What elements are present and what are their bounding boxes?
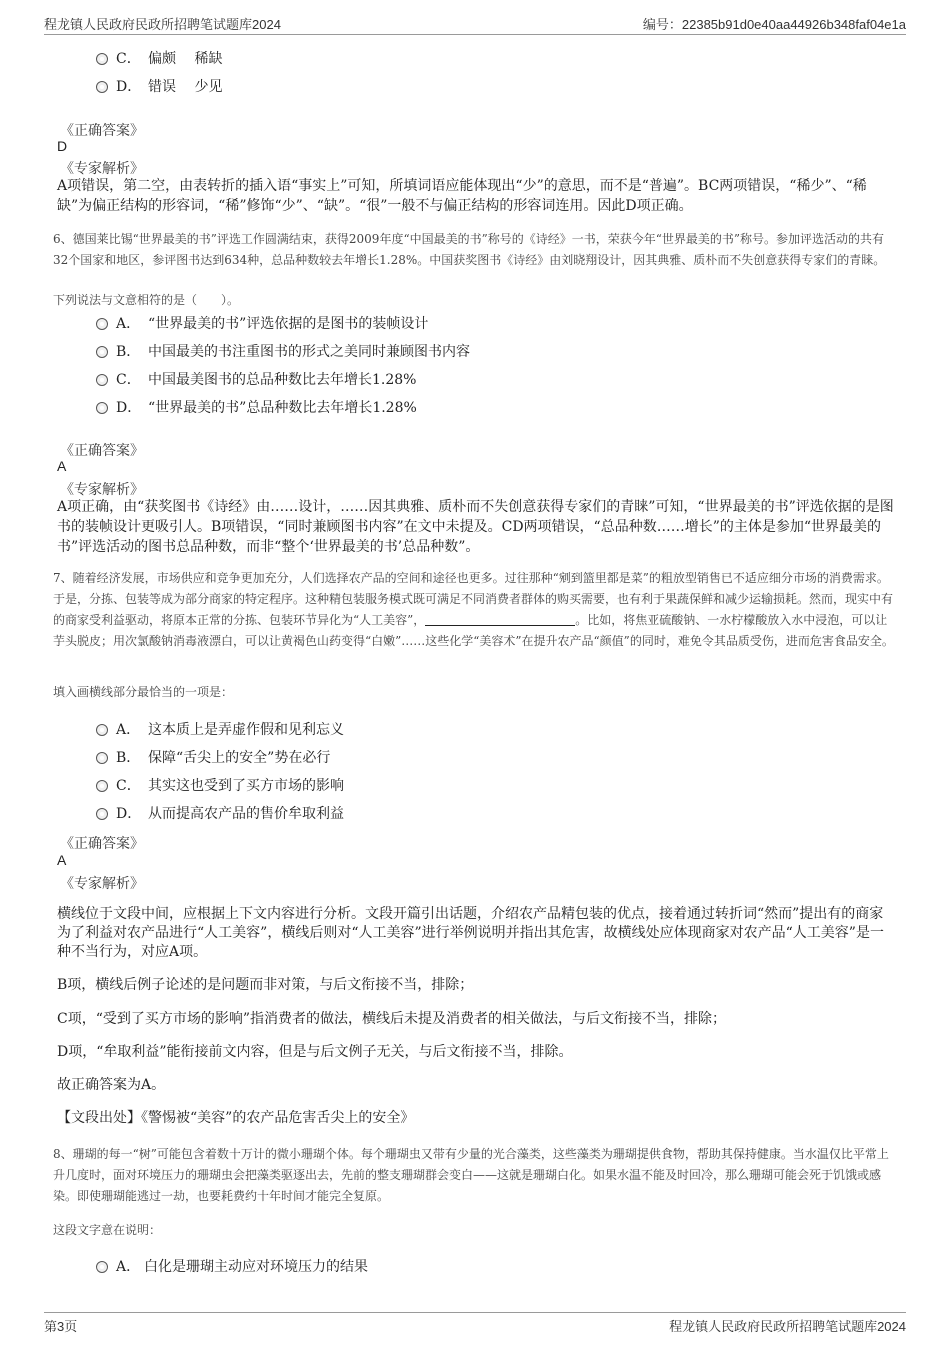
q6-answer-label: 《正确答案》 (60, 443, 144, 459)
q7-answer: A (57, 852, 67, 868)
q6-prompt: 下列说法与文意相符的是（ ）。 (53, 293, 240, 307)
q6-stem: 6、德国莱比锡“世界最美的书”评选工作圆满结束，获得2009年度“中国最美的书”称号的《诗经》一书，荣获今年“世界最美的书”称号。参加评选活动的共有32个国家和地区，参评图书达到634种，总品种数较去年增长1.28%。中国获奖图书《诗经》由刘晓翔设计，因其典雅、质朴而不失创意获得专家们的青睐。 (53, 232, 886, 267)
q7-analysis-paragraph: 故正确答案为A。 (57, 1077, 166, 1093)
q5-analysis: A项错误，第二空，由表转折的插入语“事实上”可知，所填词语应能体现出“少”的意思，而不是“普遍”。BC两项错误，“稀少”、“稀缺”为偏正结构的形容词，“稀”修饰“少”、“缺”。“很”一般不与偏正结构的形容词连用。因此D项正确。 (57, 178, 867, 214)
radio-button-icon[interactable] (96, 318, 108, 330)
radio-button-icon[interactable] (96, 346, 108, 358)
q5-answer: D (57, 138, 68, 154)
header-doc-id: 编号：22385b91d0e40aa44926b348faf04e1a (642, 17, 906, 32)
radio-button-icon[interactable] (96, 1261, 108, 1273)
radio-button-icon[interactable] (96, 780, 108, 792)
page-footer (44, 1312, 906, 1335)
q6-analysis-label: 《专家解析》 (60, 482, 144, 498)
q6-analysis: A项正确，由“获奖图书《诗经》由……设计，……因其典雅、质朴而不失创意获得专家们的青睐”可知，“世界最美的书”评选依据的是图书的装帧设计更吸引人。B项错误，“同时兼顾图书内容”在文中未提及。CD两项错误，“总品种数……增长”的主体是参加“世界最美的书”评选活动的图书总品种数，而非“整个‘世界最美的书’总品种数”。 (57, 499, 894, 555)
source-title: 《警惕被“美容”的农产品危害舌尖上的安全》 (141, 1110, 415, 1126)
radio-button-icon[interactable] (96, 808, 108, 820)
q8-prompt: 这段文字意在说明： (53, 1223, 162, 1237)
q8-stem: 8、珊瑚的每一“树”可能包含着数十万计的微小珊瑚个体。每个珊瑚虫又带有少量的光合藻类，这些藻类为珊瑚提供食物，帮助其保持健康。当水温仅比平常上升几度时，面对环境压力的珊瑚虫会把藻类驱逐出去，先前的整支珊瑚群会变白——这就是珊瑚白化。如果水温不能及时回冷，那么珊瑚可能会死于饥饿或感染。即使珊瑚能逃过一劫，也要耗费约十年时间才能完全复原。 (53, 1147, 889, 1203)
q7-analysis-label: 《专家解析》 (60, 876, 144, 892)
fill-in-blank[interactable] (425, 613, 575, 626)
header-title: 程龙镇人民政府民政所招聘笔试题库2024 (44, 17, 281, 32)
q5-analysis-label: 《专家解析》 (60, 161, 144, 177)
radio-button-icon[interactable] (96, 402, 108, 414)
page-header (44, 10, 906, 35)
page-number: 第3页 (44, 1319, 78, 1334)
q7-prompt: 填入画横线部分最恰当的一项是： (53, 685, 234, 699)
q7-stem: 7、随着经济发展，市场供应和竞争更加充分，人们选择农产品的空间和途径也更多。过往那种“剜到篮里都是菜”的粗放型销售已不适应细分市场的消费需求。于是，分拣、包装等成为部分商家的特定程序。这种精包装服务模式既可满足不同消费者群体的购买需要，也有利于果蔬保鲜和减少运输损耗。然而，现实中有的商家受利益驱动，将原本正常的分拣、包装环节异化为“人工美容”， 。比如，将焦亚硫酸钠、一水柠檬酸放入水中浸泡，可以让芋头脱皮；用次氯酸钠消毒液漂白，可以让黄褐色山药变得“白嫩”……这些化学“美容术”在提升农产品“颜值”的同时，难免令其品质受伤，进而危害食品安全。 (53, 571, 894, 648)
q7-analysis-paragraph: C项，“受到了买方市场的影响”指消费者的做法，横线后未提及消费者的相关做法，与后文衔接不当，排除； (57, 1011, 727, 1027)
q7-source (57, 1109, 897, 1128)
q5-answer-label: 《正确答案》 (60, 123, 144, 139)
radio-button-icon[interactable] (96, 724, 108, 736)
radio-button-icon[interactable] (96, 374, 108, 386)
radio-button-icon[interactable] (96, 752, 108, 764)
q7-analysis-paragraph: D项，“牟取利益”能衔接前文内容，但是与后文例子无关，与后文衔接不当，排除。 (57, 1044, 573, 1060)
source-label: 【文段出处】 (57, 1110, 141, 1126)
footer-title: 程龙镇人民政府民政所招聘笔试题库2024 (669, 1319, 906, 1334)
q7-analysis-paragraph: 横线位于文段中间，应根据上下文内容进行分析。文段开篇引出话题，介绍农产品精包装的优点，接着通过转折词“然而”提出有的商家为了利益对农产品进行“人工美容”，横线后则对“人工美容”进行举例说明并指出其危害，故横线处应体现商家对农产品“人工美容”是一种不当行为，对应A项。 (57, 906, 884, 960)
radio-button-icon[interactable] (96, 81, 108, 93)
q7-answer-label: 《正确答案》 (60, 836, 144, 852)
q6-answer: A (57, 458, 67, 474)
radio-button-icon[interactable] (96, 53, 108, 65)
q7-analysis-paragraph: B项，横线后例子论述的是问题而非对策，与后文衔接不当，排除； (57, 977, 474, 993)
